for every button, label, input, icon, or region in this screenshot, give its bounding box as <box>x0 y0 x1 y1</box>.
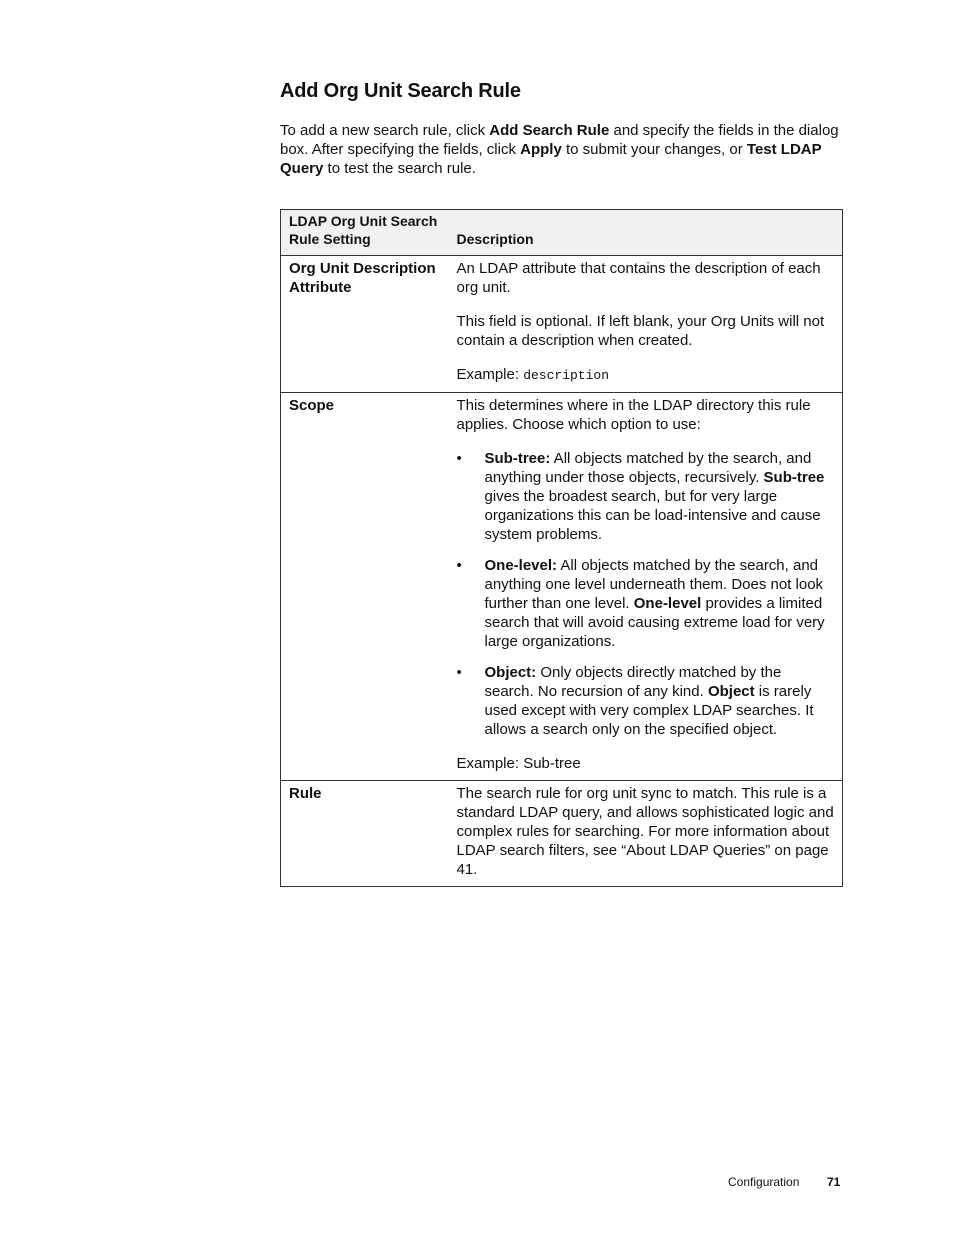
example-line: Example: Sub-tree <box>456 755 581 772</box>
list-item <box>457 556 835 651</box>
option-text: All objects matched by the search, and anything one level underneath them. Does not look further than one level. <box>484 557 824 612</box>
scope-options-list <box>457 449 835 739</box>
intro-paragraph <box>280 121 845 178</box>
header-setting-line1: LDAP Org Unit Search <box>289 213 438 229</box>
add-search-rule-term: Add Search Rule <box>489 122 610 139</box>
option-term: Sub-tree <box>763 469 825 486</box>
setting-name-org-unit: Org Unit Description Attribute <box>281 256 449 393</box>
test-ldap-query-term: Test LDAP Query <box>280 141 822 177</box>
header-setting <box>281 210 449 256</box>
header-description: Description <box>449 210 843 256</box>
description-paragraph: The search rule for org unit sync to match. This rule is a standard LDAP query, and allows sophisticated logic and complex rules for searching. For more information about LDAP search filters, see “About LDAP Queries” on page 41. <box>456 785 834 878</box>
apply-term: Apply <box>520 141 562 158</box>
setting-name-scope: Scope <box>281 393 449 781</box>
option-text: is rarely used except with very complex LDAP searches. It allows a search only on the specified object. <box>484 683 814 738</box>
option-term: Object <box>707 683 755 700</box>
option-text: provides a limited search that will avoid causing extreme load for very large organizations. <box>484 595 825 650</box>
table-row <box>281 393 843 781</box>
example-label: Example: <box>456 366 524 383</box>
setting-description-org-unit <box>449 256 843 393</box>
settings-table <box>280 209 843 887</box>
option-term: Sub-tree: <box>484 450 551 467</box>
bullet-icon: • <box>456 450 462 467</box>
intro-text-1: To add a new search rule, click <box>280 122 490 139</box>
intro-text-2: and specify the fields in the dialog box. After specifying the fields, click <box>280 122 839 158</box>
header-setting-line2: Rule Setting <box>289 231 371 247</box>
option-term: One-level <box>633 595 702 612</box>
setting-description-rule <box>449 781 843 887</box>
footer-section-name: Configuration <box>728 1175 800 1189</box>
setting-description-scope <box>449 393 843 781</box>
option-term: Object: <box>484 664 537 681</box>
table-header-row <box>281 210 843 256</box>
page-title: Add Org Unit Search Rule <box>280 80 521 102</box>
option-term: One-level: <box>484 557 558 574</box>
description-paragraph: This determines where in the LDAP directory this rule applies. Choose which option to use: <box>456 397 811 433</box>
list-item <box>457 449 835 544</box>
example-value: description <box>523 368 610 383</box>
page-number: 71 <box>827 1175 841 1189</box>
bullet-icon: • <box>456 664 462 681</box>
example-line <box>457 365 835 385</box>
intro-text-4: to test the search rule. <box>323 160 476 177</box>
table-row <box>281 781 843 887</box>
description-paragraph: This field is optional. If left blank, your Org Units will not contain a description when created. <box>456 313 825 349</box>
table-row <box>281 256 843 393</box>
intro-text-3: to submit your changes, or <box>561 141 747 158</box>
list-item <box>457 663 835 739</box>
option-text: Only objects directly matched by the search. No recursion of any kind. <box>484 664 782 700</box>
option-text: All objects matched by the search, and anything under those objects, recursively. <box>484 450 812 486</box>
option-text: gives the broadest search, but for very large organizations this can be load-intensive and cause system problems. <box>484 488 821 543</box>
description-paragraph: An LDAP attribute that contains the description of each org unit. <box>456 260 821 296</box>
setting-name-rule: Rule <box>281 781 449 887</box>
bullet-icon: • <box>456 557 462 574</box>
